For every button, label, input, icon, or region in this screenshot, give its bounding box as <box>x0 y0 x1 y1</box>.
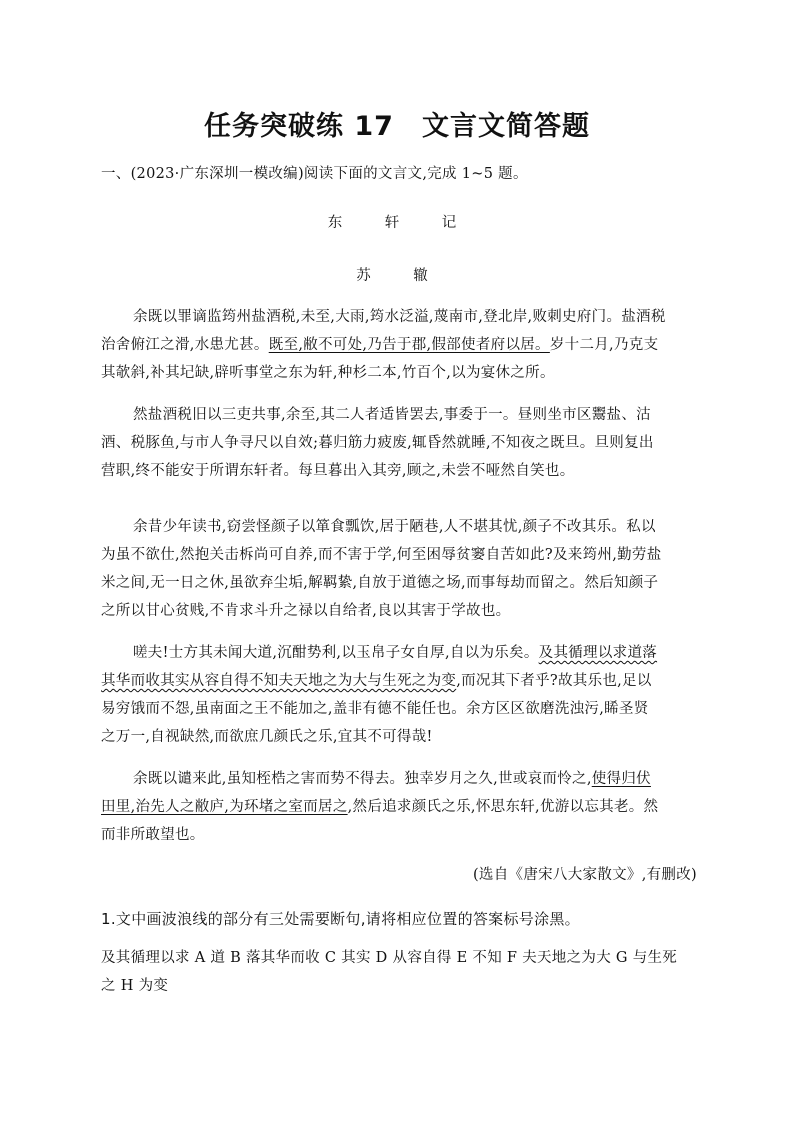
p1-underlined-sentence: 既至,敝不可处,乃告于郡,假部使者府以居。 <box>268 337 550 353</box>
question-1-line-1: 及其循理以求 A 道 B 落其华而收 C 其实 D 从容自得 E 不知 F 夫天地之为大 G 与生死 <box>101 950 678 966</box>
text-title: 东 轩 记 <box>327 215 471 231</box>
question-1-stem: 1.文中画波浪线的部分有三处需要断句,请将相应位置的答案标号涂黑。 <box>101 910 580 928</box>
p5-underlined-sentence-cont: 田里,治先人之敝庐,为环堵之室而居之 <box>101 799 348 815</box>
paragraph-1-line-2 <box>101 335 697 355</box>
paragraph-5-line-1 <box>133 769 697 789</box>
text-author: 苏 辙 <box>356 268 442 284</box>
paragraph-3-line-4: 之所以甘心贫贱,不肯求斗升之禄以自给者,良以其害于学故也。 <box>101 603 511 619</box>
source-note: (选自《唐宋八大家散文》,有删改) <box>472 867 697 883</box>
section-intro: 一、(2023·广东深圳一模改编)阅读下面的文言文,完成 1~5 题。 <box>101 166 528 182</box>
p4-text: 嗟夫!士方其未闻大道,沉酣势利,以玉帛子女自厚,自以为乐矣。 <box>133 645 539 661</box>
p5-underlined-sentence: 使得归伏 <box>591 771 651 787</box>
p1-text: 治舍俯江之滑,水患尤甚。 <box>101 337 269 353</box>
paragraph-4-line-1 <box>133 643 697 663</box>
p4-wavy-text-cont: 其华而收其实从容自得不知夫天地之为大与生死之为变 <box>101 673 457 689</box>
paragraph-2-line-3: 营职,终不能安于所谓东轩者。每旦暮出入其旁,顾之,未尝不哑然自笑也。 <box>101 463 575 479</box>
p4-wavy-text: 及其循理以求道落 <box>538 645 658 661</box>
p4-text-tail: ,而况其下者乎?故其乐也,足以 <box>456 673 652 689</box>
paragraph-4-line-4: 之万一,自视缺然,而欲庶几颜氏之乐,宜其不可得哉! <box>101 729 433 745</box>
paragraph-5-line-3: 而非所敢望也。 <box>101 827 205 843</box>
page-title: 任务突破练 17 文言文简答题 <box>204 111 590 142</box>
p5-text-tail: ,然后追求颜氏之乐,怀思东轩,优游以忘其老。然 <box>347 799 659 815</box>
paragraph-4-line-2 <box>101 671 697 691</box>
paragraph-4-line-3: 易穷饿而不怨,虽南面之王不能加之,盖非有德不能任也。余方区区欲磨洗浊污,睎圣贤 <box>101 701 649 717</box>
paragraph-1-line-1: 余既以罪谪监筠州盐酒税,未至,大雨,筠水泛溢,蔑南市,登北岸,败刺史府门。盐酒税 <box>133 309 666 325</box>
paragraph-1-line-3: 其欹斜,补其圮缺,辟听事堂之东为轩,种杉二本,竹百个,以为宴休之所。 <box>101 365 555 381</box>
p5-text: 余既以谴来此,虽知桎梏之害而势不得去。独幸岁月之久,世或哀而怜之, <box>133 771 592 787</box>
paragraph-3-line-2: 为虽不欲仕,然抱关击柝尚可自养,而不害于学,何至困辱贫窭自苦如此?及来筠州,勤劳盐 <box>101 547 662 563</box>
paragraph-2-line-1: 然盐酒税旧以三吏共事,余至,其二人者适皆罢去,事委于一。昼则坐市区鬻盐、沽 <box>133 407 651 423</box>
question-1-line-2: 之 H 为变 <box>101 978 169 994</box>
paragraph-2-line-2: 酒、税豚鱼,与市人争寻尺以自效;暮归筋力疲废,辄昏然就睡,不知夜之既旦。旦则复出 <box>101 435 654 451</box>
p1-text-tail: 岁十二月,乃克支 <box>549 337 659 353</box>
paragraph-3-line-1: 余昔少年读书,窃尝怪颜子以箪食瓢饮,居于陋巷,人不堪其忧,颜子不改其乐。私以 <box>133 519 656 535</box>
paragraph-3-line-3: 米之间,无一日之休,虽欲弃尘垢,解羁絷,自放于道德之场,而事每劫而留之。然后知颜子 <box>101 575 659 591</box>
paragraph-5-line-2 <box>101 797 697 817</box>
